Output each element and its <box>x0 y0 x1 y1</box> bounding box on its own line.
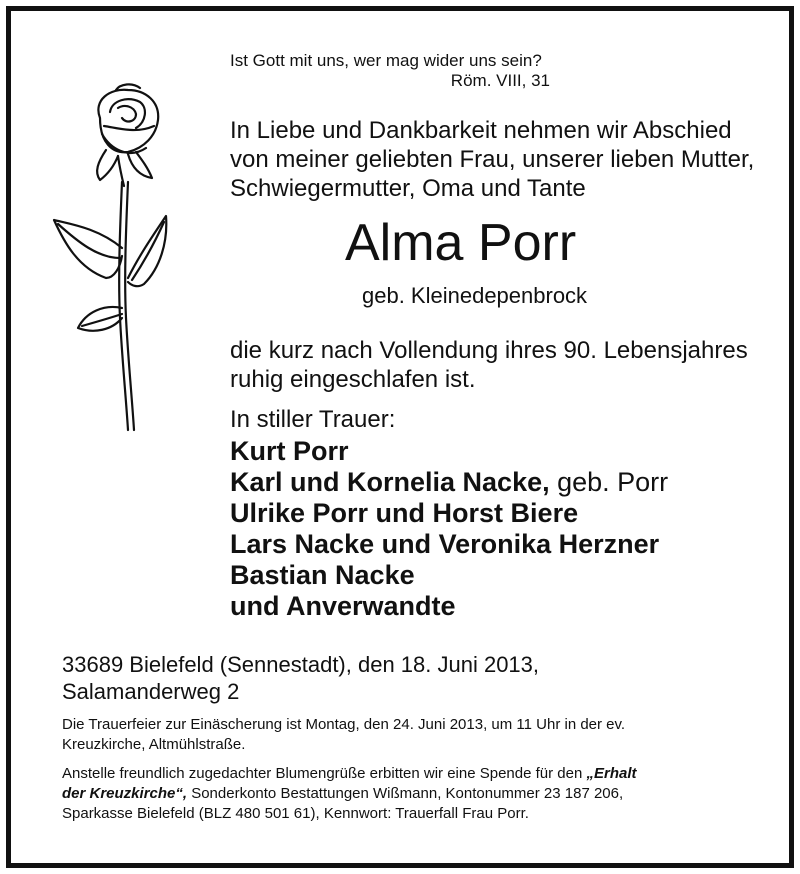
donation-line <box>62 764 637 784</box>
donation-text: Anstelle freundlich zugedachter Blumengrüße erbitten wir eine Spende für den <box>62 765 587 782</box>
intro-line: von meiner geliebten Frau, unserer lieben Mutter, <box>230 146 755 173</box>
funeral-line: Die Trauerfeier zur Einäscherung ist Montag, den 24. Juni 2013, um 11 Uhr in der ev. <box>62 716 626 733</box>
mourner <box>230 467 668 498</box>
mourner: Lars Nacke und Veronika Herzner <box>230 529 660 559</box>
address-line: Salamanderweg 2 <box>62 679 240 704</box>
donation-line <box>62 784 637 804</box>
passing-line: ruhig eingeschlafen ist. <box>230 366 476 393</box>
rose-illustration <box>48 78 178 438</box>
mourner: Ulrike Porr und Horst Biere <box>230 498 579 528</box>
passing-line: die kurz nach Vollendung ihres 90. Lebensjahres <box>230 337 748 364</box>
mourning-label: In stiller Trauer: <box>230 406 396 433</box>
birth-name: geb. Kleinedepenbrock <box>362 283 588 308</box>
deceased-name: Alma Porr <box>345 214 577 272</box>
intro-text <box>230 116 754 203</box>
place-line: 33689 Bielefeld (Sennestadt), den 18. Juni 2013, <box>62 652 540 677</box>
bible-verse: Ist Gott mit uns, wer mag wider uns sein? <box>230 51 542 70</box>
intro-line: Schwiegermutter, Oma und Tante <box>230 175 586 202</box>
mourner: Bastian Nacke <box>230 560 415 590</box>
mourner: Kurt Porr <box>230 436 349 466</box>
donation-text: Sonderkonto Bestattungen Wißmann, Kontonummer 23 187 206, <box>187 785 624 802</box>
intro-line: In Liebe und Dankbarkeit nehmen wir Abschied <box>230 117 732 144</box>
funeral-line: Kreuzkirche, Altmühlstraße. <box>62 736 246 753</box>
passing-text <box>230 336 748 394</box>
funeral-info <box>62 715 625 755</box>
donation-line: Sparkasse Bielefeld (BLZ 480 501 61), Kennwort: Trauerfall Frau Porr. <box>62 805 529 822</box>
place-and-date <box>62 651 539 705</box>
bible-verse-reference: Röm. VIII, 31 <box>450 71 550 90</box>
mourners-list <box>230 436 668 622</box>
donation-quote: der Kreuzkirche“, <box>62 785 188 802</box>
mourner-name: Karl und Kornelia Nacke, <box>230 467 550 497</box>
donation-info <box>62 764 637 824</box>
donation-quote: „Erhalt <box>586 765 637 782</box>
mourner-note: geb. Porr <box>549 467 669 497</box>
mourner: und Anverwandte <box>230 591 456 621</box>
